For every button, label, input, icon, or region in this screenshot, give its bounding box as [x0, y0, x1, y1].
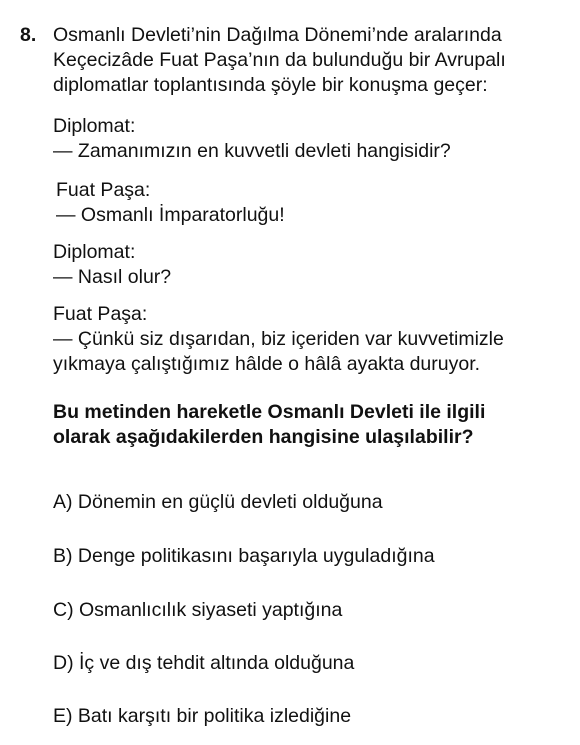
dialogue-speaker-1: Diplomat:: [53, 115, 136, 137]
option-a[interactable]: A) Dönemin en güçlü devleti olduğuna: [53, 491, 383, 513]
dialogue-speaker-2: Fuat Paşa:: [56, 179, 151, 201]
option-e[interactable]: E) Batı karşıtı bir politika izlediğine: [53, 705, 352, 727]
dialogue-speaker-4: Fuat Paşa:: [53, 303, 148, 325]
dialogue-line-3: — Nasıl olur?: [53, 266, 172, 288]
option-b[interactable]: B) Denge politikasını başarıyla uyguladığına: [53, 545, 435, 567]
prompt-line-2: olarak aşağıdakilerden hangisine ulaşılabilir?: [53, 426, 474, 448]
option-d[interactable]: D) İç ve dış tehdit altında olduğuna: [53, 652, 355, 674]
option-c[interactable]: C) Osmanlıcılık siyaseti yaptığına: [53, 599, 343, 621]
prompt-line-1: Bu metinden hareketle Osmanlı Devleti ile ilgili: [53, 401, 486, 423]
dialogue-line-4b: yıkmaya çalıştığımız hâlde o hâlâ ayakta duruyor.: [53, 353, 481, 375]
question-number: 8.: [20, 24, 37, 46]
intro-line-1: Osmanlı Devleti’nin Dağılma Dönemi’nde aralarında: [53, 24, 502, 46]
intro-line-3: diplomatlar toplantısında şöyle bir konuşma geçer:: [53, 74, 488, 96]
dialogue-speaker-3: Diplomat:: [53, 241, 136, 263]
dialogue-line-4a: — Çünkü siz dışarıdan, biz içeriden var kuvvetimizle: [53, 328, 504, 350]
intro-line-2: Keçecizâde Fuat Paşa’nın da bulunduğu bir Avrupalı: [53, 49, 506, 71]
dialogue-line-1: — Zamanımızın en kuvvetli devleti hangisidir?: [53, 140, 451, 162]
dialogue-line-2: — Osmanlı İmparatorluğu!: [56, 204, 285, 226]
